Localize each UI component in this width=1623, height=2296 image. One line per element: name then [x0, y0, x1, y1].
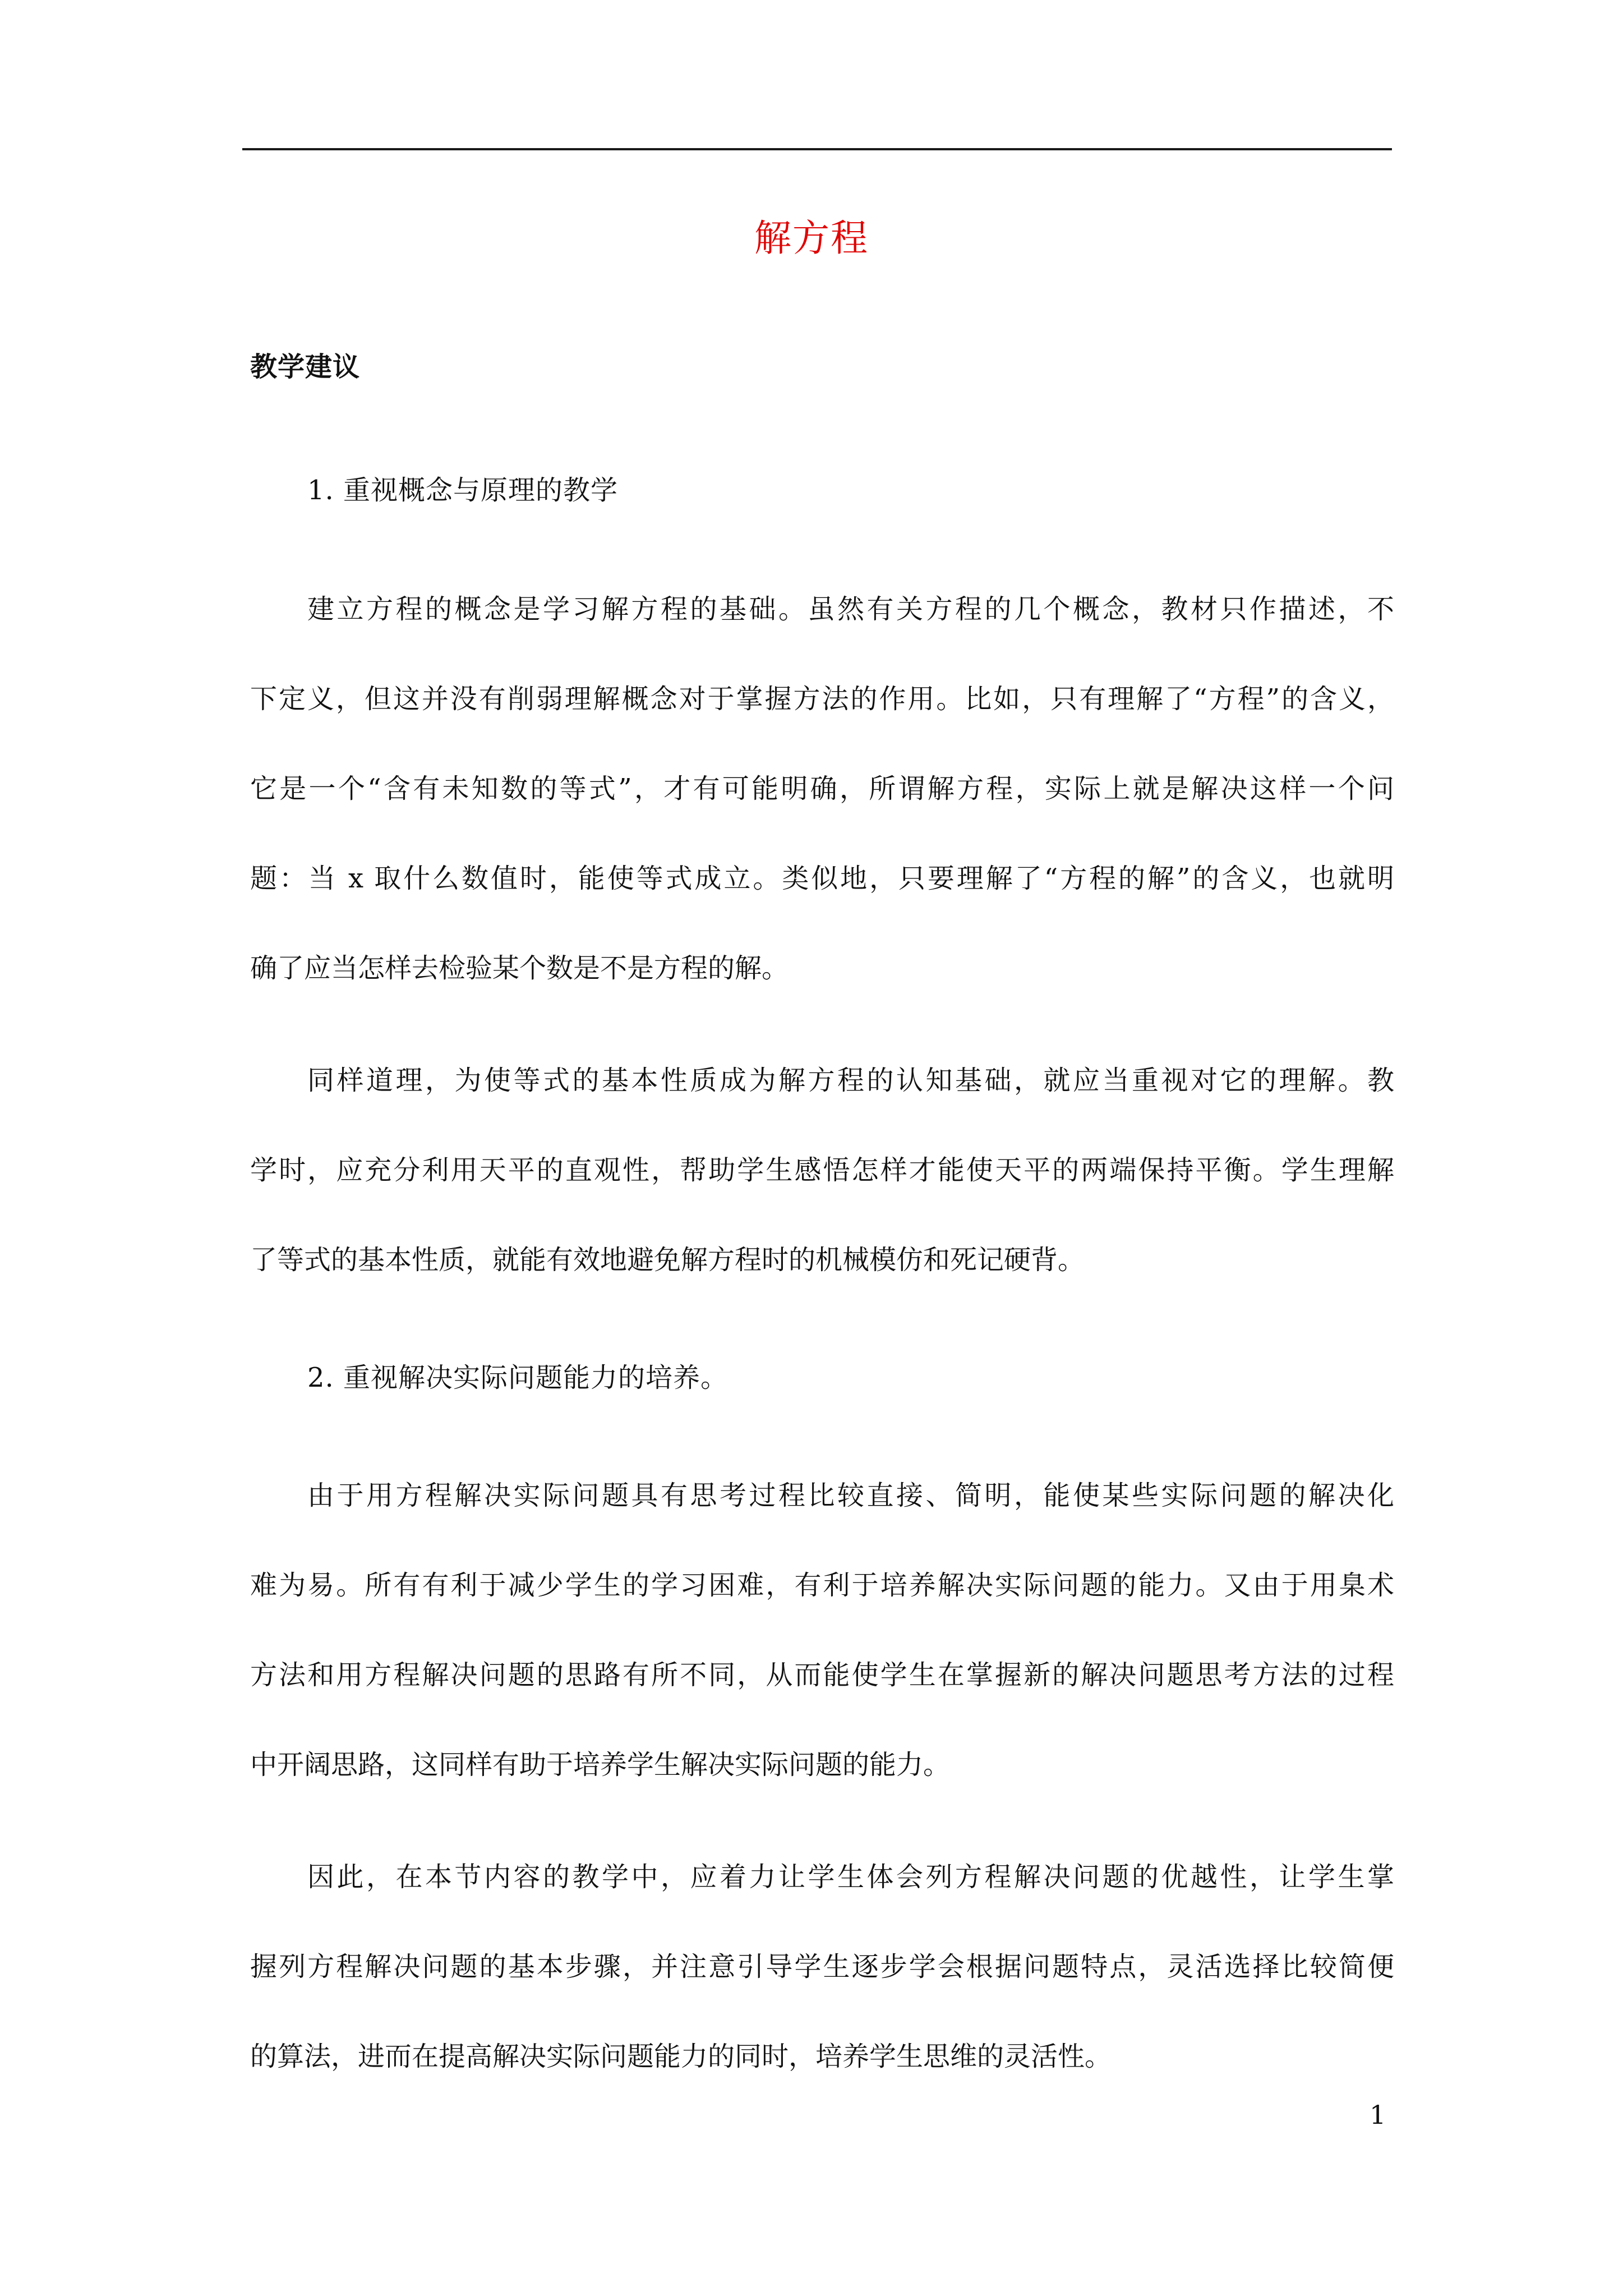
paragraph-line: 的算法，进而在提高解决实际问题能力的同时，培养学生思维的灵活性。	[250, 2041, 1112, 2072]
header-rule	[242, 148, 1392, 150]
item2-heading: 2. 重视解决实际问题能力的培养。	[307, 1362, 728, 1393]
paragraph-line: 握列方程解决问题的基本步骤，并注意引导学生逐步学会根据问题特点，灵活选择比较简便	[250, 1951, 1394, 1982]
item1-heading: 1. 重视概念与原理的教学	[307, 475, 619, 506]
paragraph-4	[250, 1857, 1394, 2126]
paragraph-line: 同样道理，为使等式的基本性质成为解方程的认知基础，就应当重视对它的理解。教	[307, 1065, 1394, 1096]
paragraph-line: 它是一个“含有未知数的等式”，才有可能明确，所谓解方程，实际上就是解决这样一个问	[250, 773, 1394, 804]
paragraph-1	[250, 589, 1394, 1038]
paragraph-2	[250, 1060, 1394, 1329]
paragraph-3	[250, 1475, 1394, 1834]
paragraph-line: 确了应当怎样去检验某个数是不是方程的解。	[250, 953, 789, 984]
paragraph-line: 了等式的基本性质，就能有效地避免解方程时的机械模仿和死记硬背。	[250, 1244, 1085, 1276]
section-heading: 教学建议	[250, 351, 361, 383]
paragraph-line: 建立方程的概念是学习解方程的基础。虽然有关方程的几个概念，教材只作描述，不	[307, 593, 1394, 625]
paragraph-line: 学时，应充分利用天平的直观性，帮助学生感悟怎样才能使天平的两端保持平衡。学生理解	[250, 1154, 1394, 1186]
document-title: 解方程	[754, 217, 869, 260]
paragraph-line: 由于用方程解决实际问题具有思考过程比较直接、简明，能使某些实际问题的解决化	[307, 1480, 1394, 1511]
paragraph-line: 因此，在本节内容的教学中，应着力让学生体会列方程解决问题的优越性，让学生掌	[307, 1861, 1394, 1893]
paragraph-line: 中开阔思路，这同样有助于培养学生解决实际问题的能力。	[250, 1749, 951, 1780]
page-number: 1	[1370, 2100, 1386, 2130]
paragraph-line: 难为易。所有有利于减少学生的学习困难，有利于培养解决实际问题的能力。又由于用臬术	[250, 1570, 1394, 1601]
paragraph-line: 下定义，但这并没有削弱理解概念对于掌握方法的作用。比如，只有理解了“方程”的含义，	[250, 683, 1394, 715]
paragraph-line: 题：当 x 取什么数值时，能使等式成立。类似地，只要理解了“方程的解”的含义，也就明	[250, 863, 1394, 894]
paragraph-line: 方法和用方程解决问题的思路有所不同，从而能使学生在掌握新的解决问题思考方法的过程	[250, 1659, 1394, 1691]
